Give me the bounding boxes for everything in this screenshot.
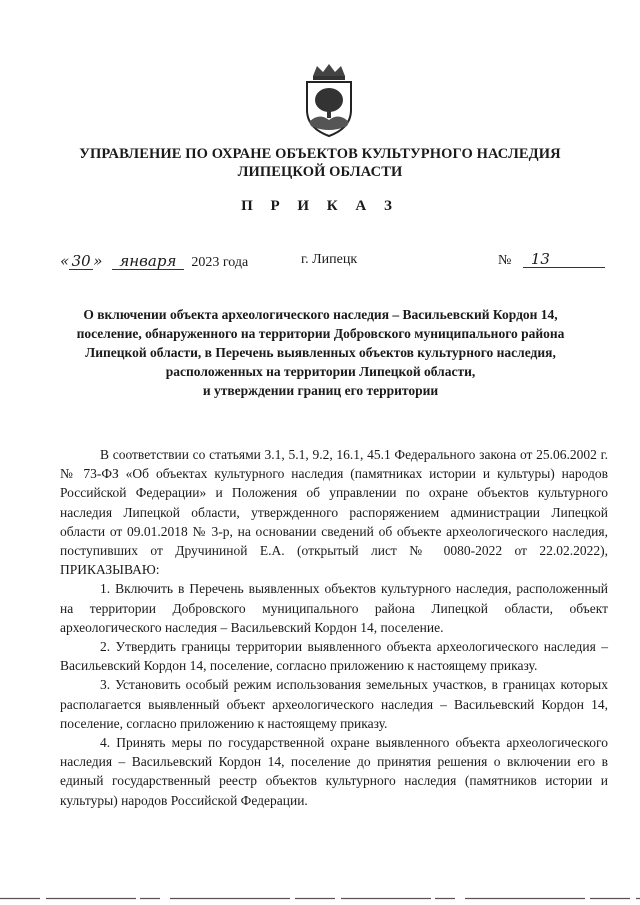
date-month: января — [112, 254, 184, 270]
document-type: П Р И К А З — [241, 198, 399, 214]
scan-edge-artifact — [0, 897, 640, 900]
order-item-2: 2. Утвердить границы территории выявленного объекта археологического наследия – Васильевский Кордон 14, поселение, согласно приложению к настоящему приказу. — [60, 639, 608, 674]
preamble-paragraph: В соответствии со статьями 3.1, 5.1, 9.2, 16.1, 45.1 Федерального закона от 25.06.2002 г. № 73-ФЗ «Об объектах культурного наследия (памятниках истории и культуры) народов Российской Федерации» и Положения об управлении по охране объектов культурного наследия Липецкой области, утвержденного распоряжением администрации Липецкой области от 09.01.2018 № 3-р, на основании сведений об объекте археологического наследия, поступивших от Дручининой Е.А. (открытый лист № 0080-2022 от 22.02.2022), ПРИКАЗЫВАЮ: — [60, 447, 608, 578]
subject-line: О включении объекта археологического наследия – Васильевский Кордон 14, — [83, 307, 558, 322]
city: г. Липецк — [301, 252, 358, 267]
date-field — [60, 252, 248, 271]
lipetsk-coat-of-arms-icon — [297, 62, 361, 138]
document-number-label: № — [498, 253, 512, 268]
subject-line: расположенных на территории Липецкой области, — [165, 364, 476, 379]
subject-line: поселение, обнаруженного на территории Добровского муниципального района — [76, 326, 565, 341]
order-item-1: 1. Включить в Перечень выявленных объектов культурного наследия, расположенный на территории Добровского муниципального района Липецкой области, объект археологического наследия – Васильевский Кордон 14, поселение. — [60, 581, 608, 635]
document-number-field — [498, 252, 605, 269]
date-day: 30 — [69, 254, 93, 270]
document-number: 13 — [523, 252, 605, 268]
organization-title-line-1: УПРАВЛЕНИЕ ПО ОХРАНЕ ОБЪЕКТОВ КУЛЬТУРНОГО НАСЛЕДИЯ — [79, 146, 561, 162]
order-item-3: 3. Установить особый режим использования земельных участков, в границах которых располагается выявленный объект археологического наследия – Васильевский Кордон 14, поселение, согласно приложению к настоящему приказу. — [60, 677, 608, 731]
subject-line: Липецкой области, в Перечень выявленных объектов культурного наследия, — [85, 345, 556, 360]
date-close-quote: » — [93, 252, 103, 270]
order-item-4: 4. Принять меры по государственной охране выявленного объекта археологического наследия – Васильевский Кордон 14, поселение до принятия решения о включении его в единый государственный реестр объектов культурного наследия (памятников истории и культуры) народов Российской Федерации. — [60, 735, 608, 808]
date-open-quote: « — [60, 252, 70, 270]
organization-title — [40, 145, 600, 181]
order-subject — [48, 305, 593, 400]
organization-title-line-2: ЛИПЕЦКОЙ ОБЛАСТИ — [237, 164, 403, 180]
date-year: 2023 года — [191, 255, 249, 270]
order-body — [60, 445, 608, 810]
subject-line: и утверждении границ его территории — [202, 383, 439, 398]
